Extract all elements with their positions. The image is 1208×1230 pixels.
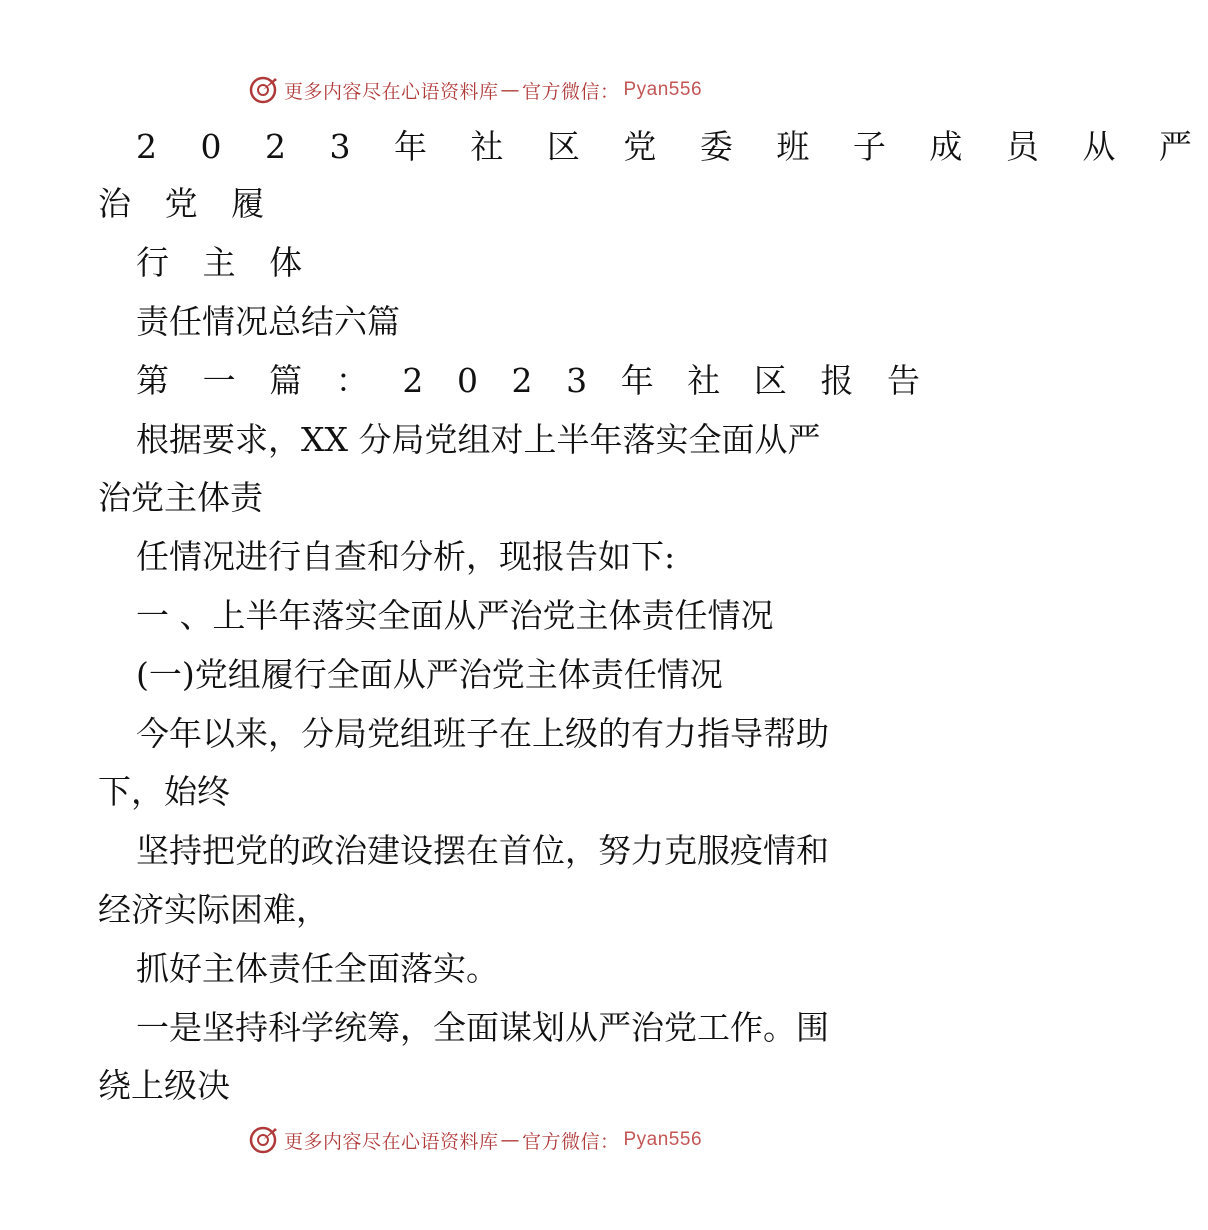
watermark-id: Pyan556 xyxy=(623,1129,703,1150)
quill-logo-icon xyxy=(248,1125,278,1155)
doc-line-8: 任情况进行自查和分析，现报告如下: xyxy=(136,537,676,576)
doc-line-13: 坚持把党的政治建设摆在首位，努力克服疫情和 xyxy=(136,831,829,870)
doc-line-11: 今年以来，分局党组班子在上级的有力指导帮助 xyxy=(136,714,829,753)
doc-line-2: 治 党 履 xyxy=(98,184,276,223)
doc-line-7: 治党主体责 xyxy=(98,478,263,517)
watermark-header xyxy=(0,70,950,110)
doc-line-10: (一)党组履行全面从严治党主体责任情况 xyxy=(136,655,723,694)
doc-line-1: 2 0 2 3 年 社 区 党 委 班 子 成 员 从 严 xyxy=(136,127,1208,166)
doc-line-6: 根据要求，XX 分局党组对上半年落实全面从严 xyxy=(136,420,821,459)
watermark-label: 官方微信： xyxy=(521,80,620,103)
watermark-footer xyxy=(0,1120,950,1160)
doc-line-17: 绕上级决 xyxy=(98,1066,230,1105)
doc-line-15: 抓好主体责任全面落实。 xyxy=(136,949,499,988)
watermark-id: Pyan556 xyxy=(623,79,703,100)
doc-line-14: 经济实际困难， xyxy=(98,890,329,929)
quill-logo-icon xyxy=(248,75,278,105)
doc-line-4: 责任情况总结六篇 xyxy=(136,302,400,341)
watermark-separator: — xyxy=(500,79,520,101)
watermark-text: 更多内容尽在心语资料库 xyxy=(283,1130,499,1153)
doc-line-9: 一 、上半年落实全面从严治党主体责任情况 xyxy=(136,596,774,635)
watermark-label: 官方微信： xyxy=(521,1130,620,1153)
doc-line-12: 下，始终 xyxy=(98,772,230,811)
doc-line-3: 行 主 体 xyxy=(136,243,314,282)
doc-line-5: 第 一 篇 ： 2 0 2 3 年 社 区 报 告 xyxy=(136,361,932,400)
watermark-separator: — xyxy=(500,1129,520,1151)
watermark-text: 更多内容尽在心语资料库 xyxy=(283,80,499,103)
doc-line-16: 一是坚持科学统筹，全面谋划从严治党工作。围 xyxy=(136,1008,829,1047)
